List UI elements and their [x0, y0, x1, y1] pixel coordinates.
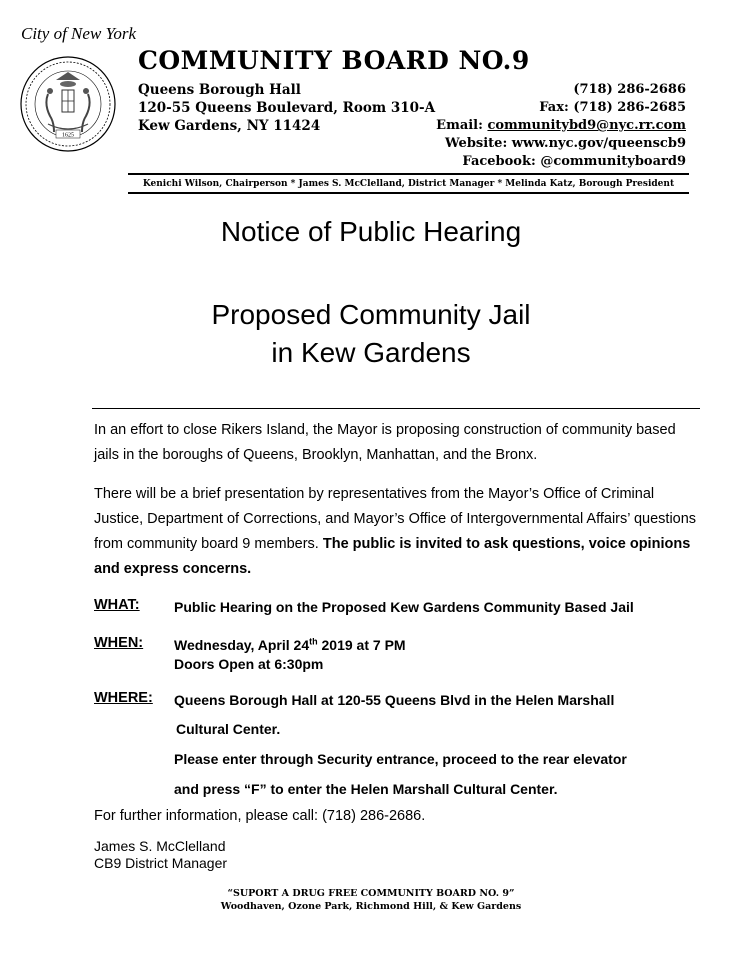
what-value: Public Hearing on the Proposed Kew Gardens Community Based Jail — [174, 599, 634, 615]
divider — [92, 408, 700, 409]
board-address — [138, 81, 435, 135]
proposal-title: Proposed Community Jail in Kew Gardens — [211, 299, 531, 368]
city-label: City of New York — [21, 24, 137, 43]
signature — [94, 838, 227, 872]
address-line: Queens Borough Hall — [138, 82, 301, 98]
address-line: 120-55 Queens Boulevard, Room 310-A — [138, 100, 436, 116]
where-label: WHERE: — [94, 690, 153, 706]
fax-number: (718) 286-2685 — [573, 100, 686, 115]
email-link[interactable]: communitybd9@nyc.rr.com — [487, 118, 686, 133]
footer — [0, 887, 742, 913]
when-value: Wednesday, April 24th 2019 at 7 PM Doors Open at 6:30pm — [174, 636, 406, 672]
where-line: Queens Borough Hall at 120-55 Queens Blvd in the Helen Marshall — [174, 692, 615, 708]
notice-title: Notice of Public Hearing — [220, 216, 522, 247]
doors-open: Doors Open at 6:30pm — [174, 656, 324, 672]
intro-paragraph: In an effort to close Rikers Island, the Mayor is proposing construction of community based jails in the boroughs of Queens, Brooklyn, Manhattan, and the Bronx. — [94, 422, 676, 463]
presentation-paragraph: There will be a brief presentation by representatives from the Mayor’s Office of Criminal Justice, Department of Corrections, and Mayor’s Office of Intergovernmental Affairs’ questions from community board 9 members. The public is invited to ask questions, voice opinions and express concerns. — [94, 486, 697, 577]
board-title: COMMUNITY BOARD NO.9 — [138, 46, 530, 75]
footer-neighborhoods: Woodhaven, Ozone Park, Richmond Hill, & Kew Gardens — [220, 901, 522, 912]
svg-text:1625: 1625 — [62, 132, 74, 139]
signer-name: James S. McClelland — [94, 838, 226, 854]
footer-slogan: “SUPORT A DRUG FREE COMMUNITY BOARD NO. 9” — [227, 888, 515, 899]
website-link[interactable]: www.nyc.gov/queenscb9 — [511, 136, 686, 151]
facebook-handle: @communityboard9 — [540, 154, 686, 169]
where-directions: Please enter through Security entrance, proceed to the rear elevator — [174, 751, 627, 767]
address-line: Kew Gardens, NY 11424 — [138, 118, 321, 134]
header-rule-top — [128, 173, 689, 175]
what-label: WHAT: — [94, 597, 140, 613]
city-seal-icon — [18, 46, 118, 162]
signer-title: CB9 District Manager — [94, 855, 228, 871]
when-label: WHEN: — [94, 635, 144, 651]
where-directions: and press “F” to enter the Helen Marshall Cultural Center. — [174, 781, 558, 797]
officers-line: Kenichi Wilson, Chairperson * James S. McClelland, District Manager * Melinda Katz, Borough President — [142, 179, 675, 189]
further-info: For further information, please call: (718) 286-2686. — [94, 808, 426, 824]
contact-info: (718) 286-2686 Fax: (718) 286-2685 Email: communitybd9@nyc.rr.com Website: www.nyc.gov/queenscb9 Facebook: @communityboard9 — [436, 82, 686, 169]
header-rule-bottom — [128, 192, 689, 194]
where-line: Cultural Center. — [176, 721, 281, 737]
phone-number: (718) 286-2686 — [573, 82, 686, 97]
